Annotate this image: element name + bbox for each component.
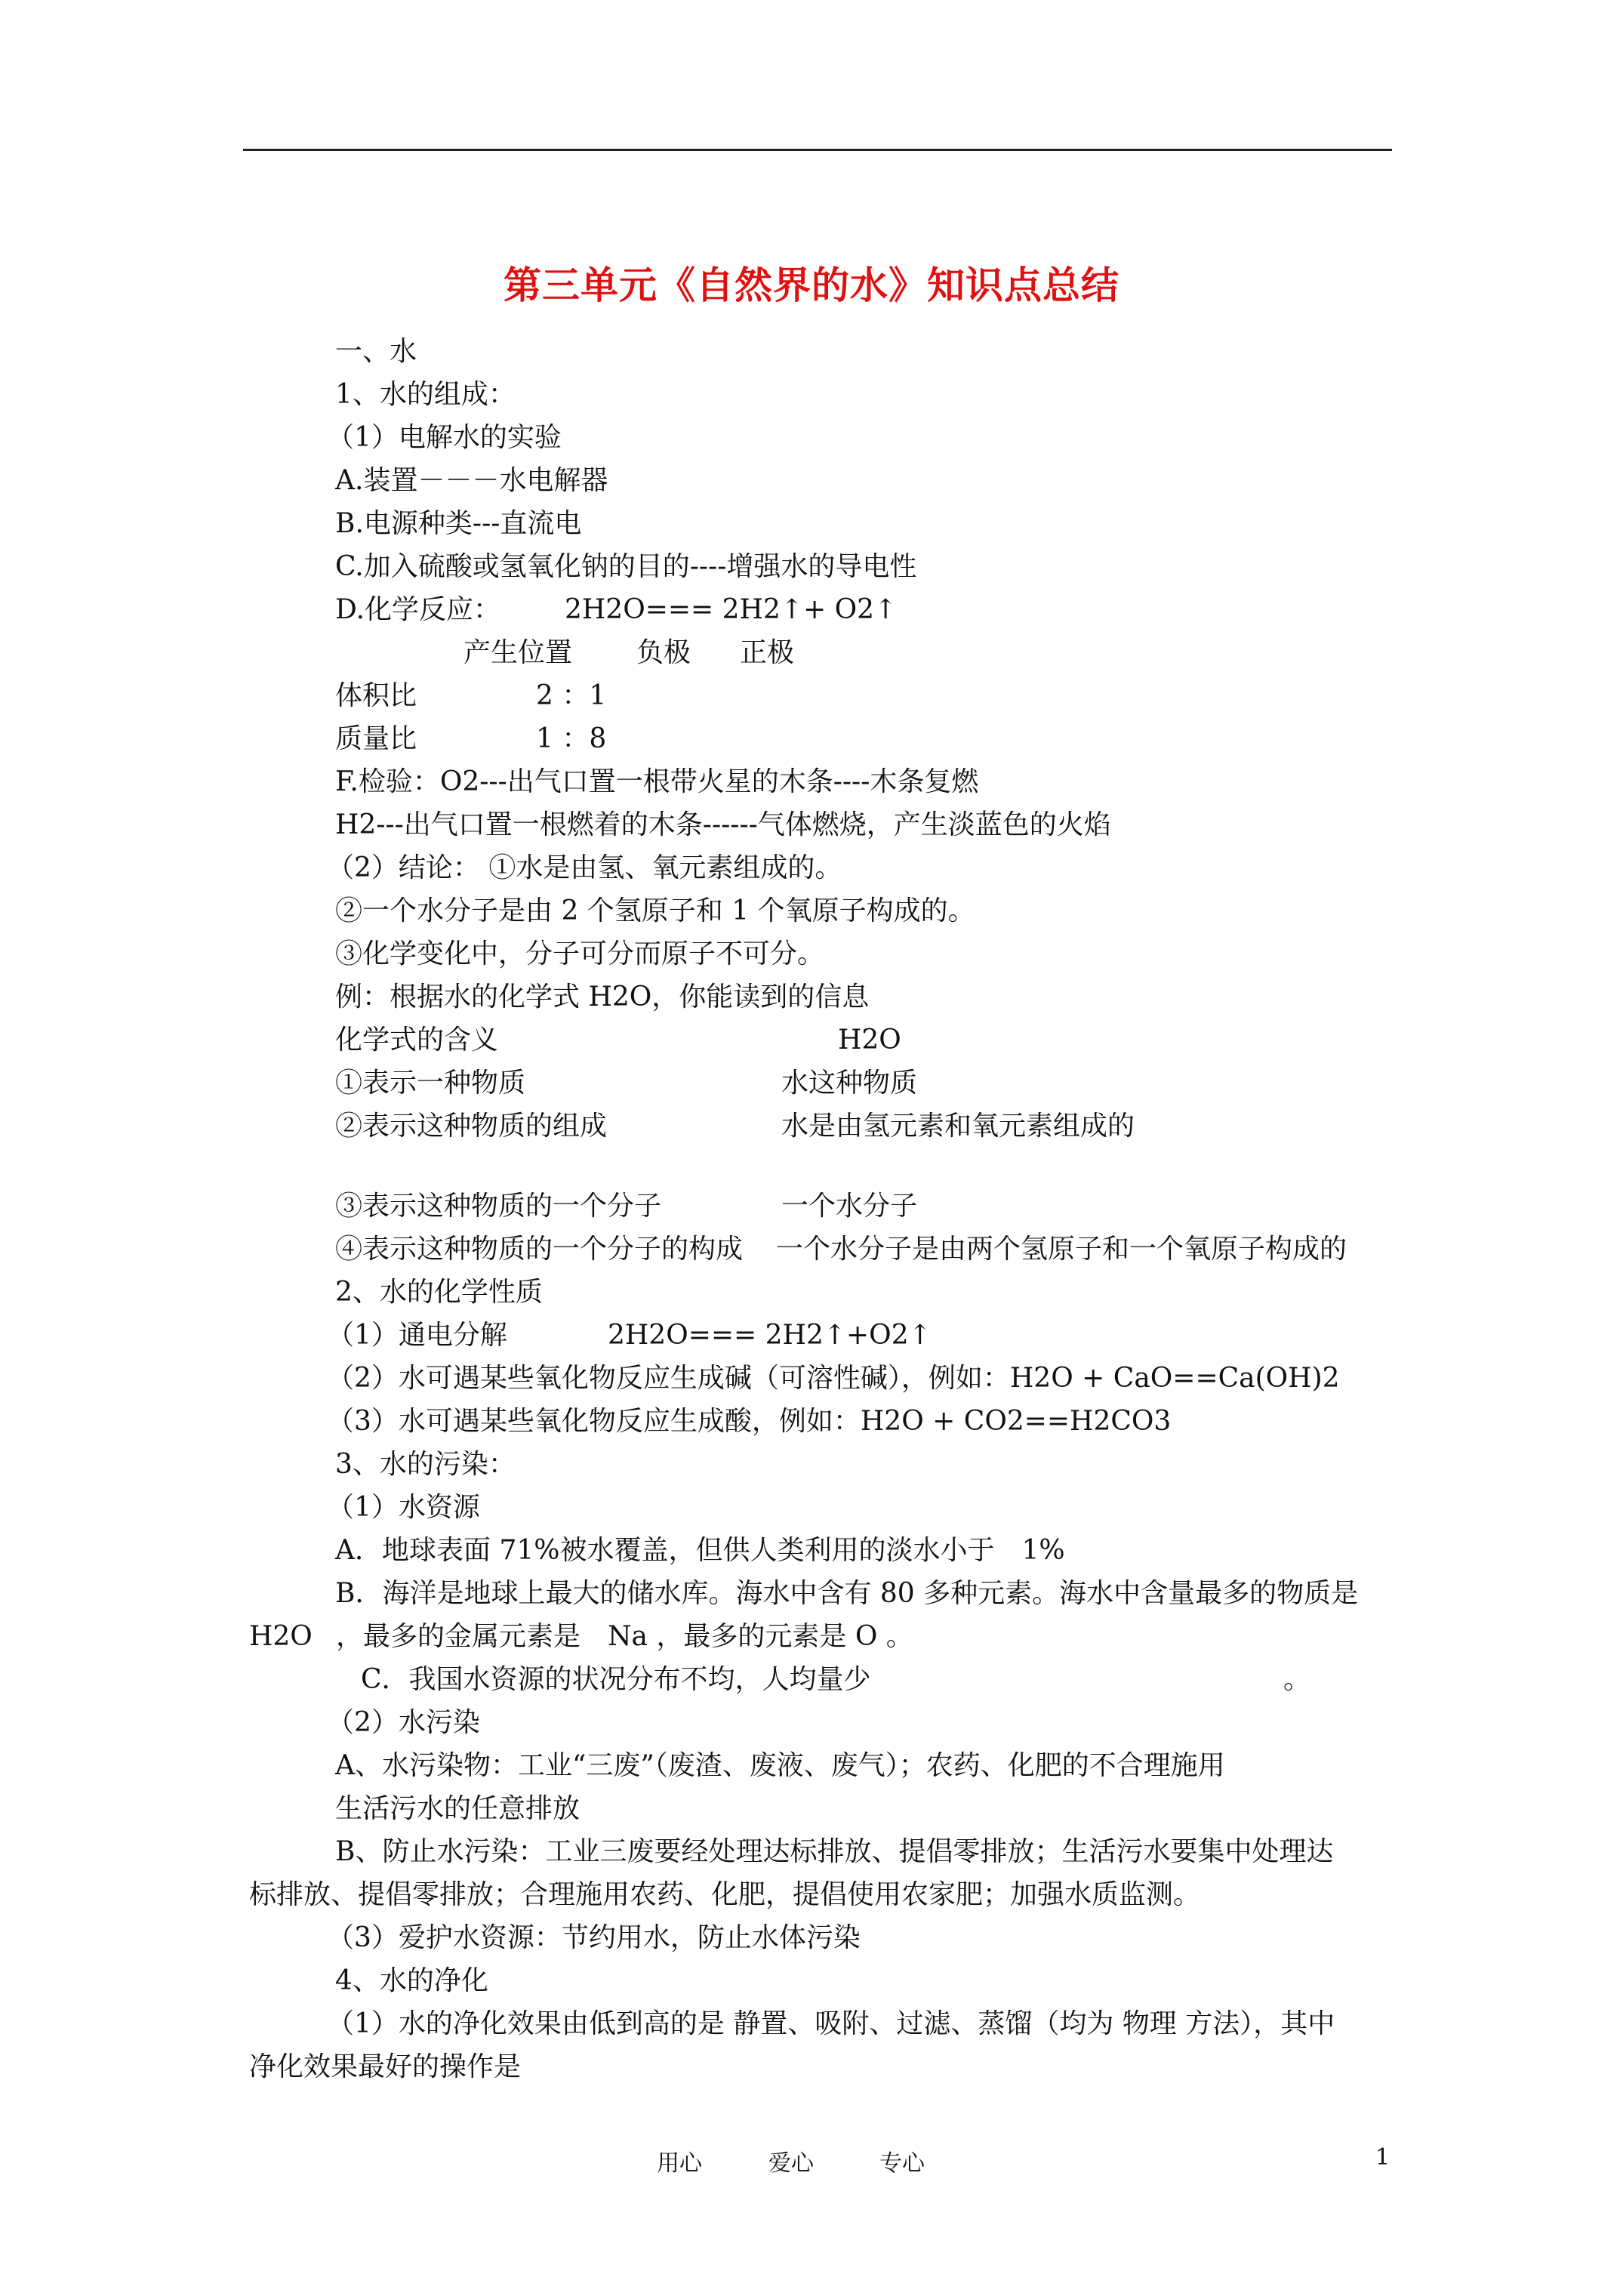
text-line: ，最多的金属元素是 Na ，最多的元素是 O 。 <box>336 1621 913 1652</box>
text-line: A.装置－－－水电解器 <box>335 465 608 496</box>
table-header: 化学式的含义 <box>335 1025 499 1056</box>
table-header: H2O <box>838 1025 901 1056</box>
equation: 2H2O=== 2H2↑+O2↑ <box>608 1320 932 1351</box>
text-line: （1）电解水的实验 <box>327 422 562 453</box>
subheading-chemical-properties: 2、水的化学性质 <box>335 1277 543 1308</box>
table-label: ③表示这种物质的一个分子 <box>335 1191 662 1222</box>
text-line: （1）通电分解 <box>327 1320 507 1351</box>
table-label: ②表示这种物质的组成 <box>335 1111 608 1142</box>
subheading-purification: 4、水的净化 <box>335 1965 488 1996</box>
text-line: 。 <box>1283 1664 1311 1695</box>
table-value: 水这种物质 <box>781 1068 918 1099</box>
text-line: F.检验：O2---出气口置一根带火星的木条----木条复燃 <box>335 766 979 797</box>
table-header: 产生位置 <box>463 637 573 668</box>
text-line: A、水污染物：工业“三废”（废渣、废液、废气）；农药、化肥的不合理施用 <box>335 1750 1225 1781</box>
table-value: 2 ：1 <box>536 680 607 711</box>
table-label: ④表示这种物质的一个分子的构成 <box>335 1234 744 1265</box>
header-rule <box>243 149 1392 151</box>
page-number: 1 <box>1375 2144 1390 2171</box>
subheading-composition: 1、水的组成： <box>335 379 516 410</box>
table-value: 一个水分子 <box>781 1191 918 1222</box>
table-value: 1 ：8 <box>536 723 607 754</box>
table-label: 体积比 <box>335 680 417 711</box>
text-line: C.加入硫酸或氢氧化钠的目的----增强水的导电性 <box>335 551 917 582</box>
page-title: 第三单元《自然界的水》知识点总结 <box>504 263 1119 307</box>
text-line: （1）水的净化效果由低到高的是 静置、吸附、过滤、蒸馏（均为 物理 方法），其中 <box>327 2008 1335 2039</box>
text-line: H2O <box>249 1621 313 1652</box>
text-line: （1）水资源 <box>327 1492 480 1523</box>
footer-motto: 用心 <box>657 2150 702 2177</box>
text-line: （2）结论： ①水是由氢、氧元素组成的。 <box>327 852 842 883</box>
footer-motto: 爱心 <box>768 2150 814 2177</box>
text-line: 净化效果最好的操作是 <box>249 2051 522 2082</box>
text-line: B、防止水污染：工业三废要经处理达标排放、提倡零排放；生活污水要集中处理达 <box>335 1836 1334 1867</box>
section-heading-water: 一、水 <box>335 336 417 367</box>
text-line: ③化学变化中，分子可分而原子不可分。 <box>335 938 825 969</box>
equation: 2H2O=== 2H2↑+ O2↑ <box>565 594 898 625</box>
text-line: （2）水可遇某些氧化物反应生成碱（可溶性碱），例如：H2O + CaO==Ca(OH)2 <box>327 1363 1340 1394</box>
text-line: （2）水污染 <box>327 1707 480 1738</box>
table-value: 水是由氢元素和氧元素组成的 <box>781 1111 1135 1142</box>
text-line: C．我国水资源的状况分布不均，人均量少 <box>361 1664 871 1695</box>
table-label: 质量比 <box>335 723 417 754</box>
text-line: B．海洋是地球上最大的储水库。海水中含有 80 多种元素。海水中含量最多的物质是 <box>335 1578 1359 1609</box>
text-line: A．地球表面 71%被水覆盖，但供人类利用的淡水小于 1% <box>335 1535 1065 1566</box>
text-line: B.电源种类---直流电 <box>335 508 582 539</box>
text-line: D.化学反应： <box>335 594 501 625</box>
text-line: ②一个水分子是由 2 个氢原子和 1 个氧原子构成的。 <box>335 895 975 926</box>
text-line: 生活污水的任意排放 <box>335 1793 581 1824</box>
table-value: 一个水分子是由两个氢原子和一个氧原子构成的 <box>776 1234 1347 1265</box>
subheading-pollution: 3、水的污染： <box>335 1449 516 1480</box>
footer-motto: 专心 <box>879 2150 925 2177</box>
text-line: H2---出气口置一根燃着的木条------气体燃烧，产生淡蓝色的火焰 <box>335 809 1111 840</box>
table-label: ①表示一种物质 <box>335 1068 526 1099</box>
text-line: 标排放、提倡零排放；合理施用农药、化肥，提倡使用农家肥；加强水质监测。 <box>249 1879 1201 1910</box>
text-line: 例：根据水的化学式 H2O，你能读到的信息 <box>335 982 870 1012</box>
table-header: 负极 <box>636 637 691 668</box>
text-line: （3）水可遇某些氧化物反应生成酸，例如：H2O + CO2==H2CO3 <box>327 1406 1172 1437</box>
table-header: 正极 <box>740 637 795 668</box>
text-line: （3）爱护水资源：节约用水，防止水体污染 <box>327 1922 861 1953</box>
